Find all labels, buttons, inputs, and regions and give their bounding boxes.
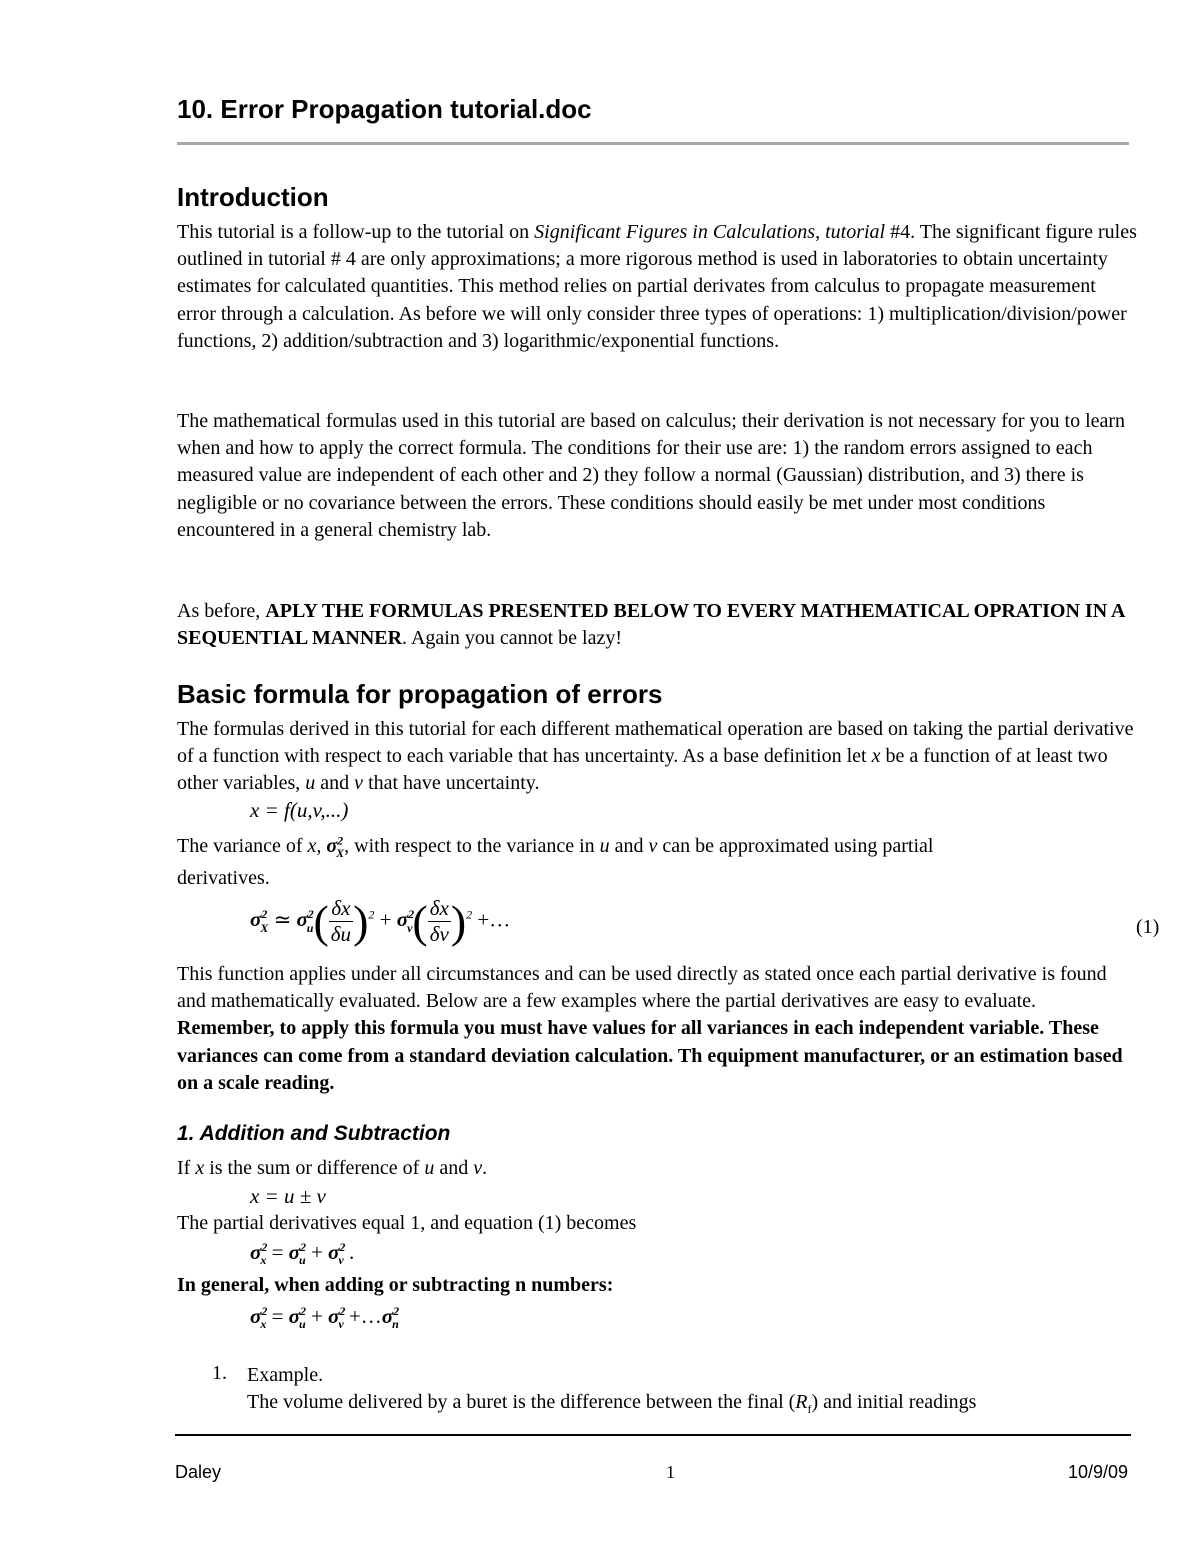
- example-title: Example.: [247, 1364, 324, 1386]
- basic-formula-heading: Basic formula for propagation of errors: [177, 679, 663, 709]
- variance-sentence-continued: derivatives.: [177, 867, 270, 889]
- general-variance-equation: $\sigma^2_x = \sigma^2_u + \sigma^2_v$ $+\dots\sigma^2_n$: [250, 1304, 400, 1332]
- equation-1-number: (1): [1136, 916, 1160, 938]
- intro-paragraph-3: As before, APLY THE FORMULAS PRESENTED BELOW TO EVERY MATHEMATICAL OPRATION IN A SEQUENTIAL MANNER. Again you cannot be lazy!: [177, 600, 1125, 650]
- addsub-variance-equation: $\sigma^2_x = \sigma^2_u + \sigma^2_v$ .: [250, 1240, 355, 1268]
- basic-paragraph-1: The formulas derived in this tutorial for each different mathematical operation are based on taking the partial derivative of a function with respect to each variable that has uncertainty. As a base definition let x be a function of at least two other variables, u and v that have uncertainty.: [177, 718, 1134, 795]
- propagation-equation-1: $\sigma^2_X$ ≃ $\sigma^2_u$( $\frac{\delta x}{\delta u}$ )$^2 + \sigma^2_v$( $\frac{\delta x}{\delta v}$ )$^2$ +…: [250, 896, 511, 947]
- footer-page-number: 1: [666, 1462, 675, 1482]
- footer-date: 10/9/09: [1068, 1462, 1129, 1482]
- basic-paragraph-3: This function applies under all circumstances and can be used directly as stated once each partial derivative is found and mathematically evaluated. Below are a few examples where the partial derivatives are easy to evaluate. Remember, to apply this formula you must have values for all variances in each independent variable. These variances can come from a standard deviation calculation. Th equipment manufacturer, or an estimation based on a scale reading.: [177, 963, 1123, 1094]
- example-list-number: 1.: [212, 1362, 227, 1384]
- intro-paragraph-2: The mathematical formulas used in this tutorial are based on calculus; their derivation is not necessary for you to learn when and how to apply the correct formula. The conditions for their use are: 1) the random errors assigned to each measured value are independent of each other and 2) they follow a normal (Gaussian) distribution, and 3) there is negligible or no covariance between the errors. These conditions should easily be met under most conditions encountered in a general chemistry lab.: [177, 410, 1126, 541]
- partial-derivatives-sentence: The partial derivatives equal 1, and equation (1) becomes: [177, 1212, 637, 1234]
- function-definition-equation: x = f(u,v,...): [250, 798, 349, 822]
- sigma-x-squared-symbol: $\sigma^2_X$: [326, 833, 345, 860]
- example-text: The volume delivered by a buret is the difference between the final $(R_f)$ and initial readings: [247, 1391, 977, 1416]
- addsub-sentence: If x is the sum or difference of u and v.: [177, 1157, 488, 1179]
- footer-author: Daley: [175, 1462, 222, 1482]
- title-divider: [177, 142, 1129, 145]
- footer-divider: [175, 1434, 1131, 1436]
- document-title: 10. Error Propagation tutorial.doc: [177, 94, 592, 124]
- addition-subtraction-heading: 1. Addition and Subtraction: [177, 1122, 451, 1145]
- general-n-numbers-sentence: In general, when adding or subtracting n numbers:: [177, 1274, 614, 1296]
- intro-heading: Introduction: [177, 182, 329, 212]
- variance-sentence: The variance of x, $\sigma^2_X$, with respect to the variance in u and v can be approximated using partial: [177, 833, 934, 860]
- sum-difference-equation: x = u ± v: [250, 1184, 326, 1208]
- intro-paragraph-1: This tutorial is a follow-up to the tutorial on Significant Figures in Calculations, tutorial #4. The significant figure rules outlined in tutorial # 4 are only approximations; a more rigorous method is used in laboratories to obtain uncertainty estimates for calculated quantities. This method relies on partial derivates from calculus to propagate measurement error through a calculation. As before we will only consider three types of operations: 1) multiplication/division/power functions, 2) addition/subtraction and 3) logarithmic/exponential functions.: [177, 221, 1137, 352]
